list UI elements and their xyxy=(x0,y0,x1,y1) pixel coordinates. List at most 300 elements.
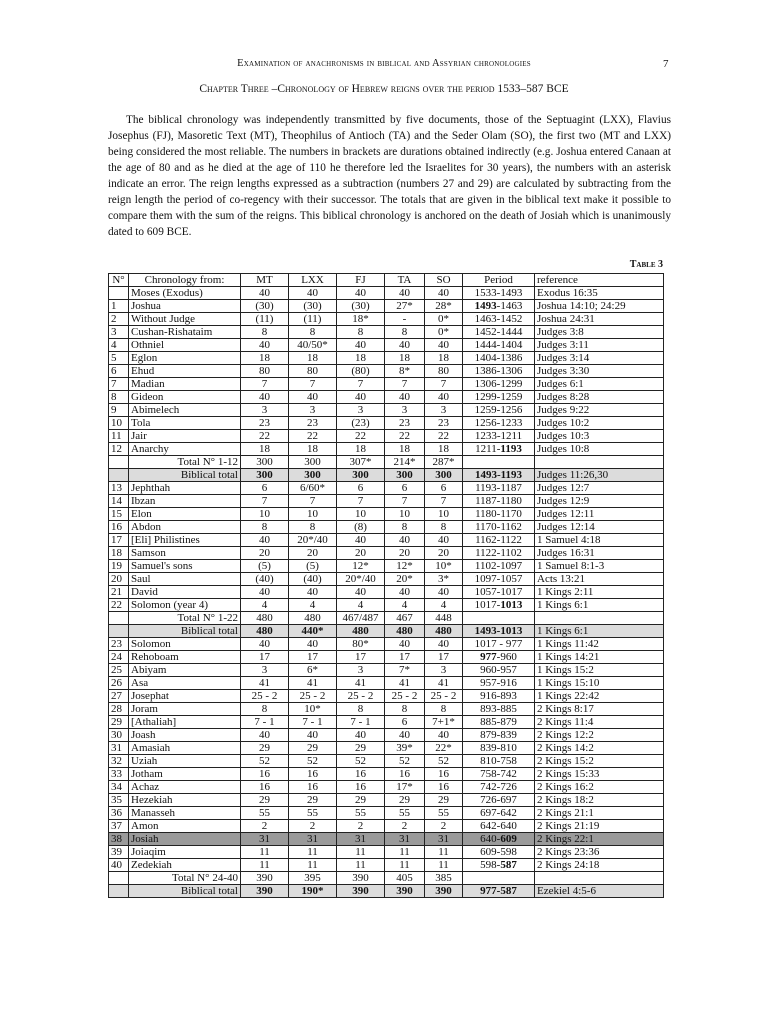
cell-reference: Judges 16:31 xyxy=(535,547,664,560)
cell-mt: 11 xyxy=(241,859,289,872)
cell-mt: 80 xyxy=(241,365,289,378)
cell-mt: 31 xyxy=(241,833,289,846)
cell-fj: 390 xyxy=(337,872,385,885)
cell-fj: 6 xyxy=(337,482,385,495)
cell-reference: 2 Kings 22:1 xyxy=(535,833,664,846)
cell-mt: 7 xyxy=(241,495,289,508)
total-row xyxy=(109,872,664,885)
period-end: 587 xyxy=(500,859,517,871)
cell-number xyxy=(109,469,129,482)
table-row xyxy=(109,352,664,365)
cell-mt: 22 xyxy=(241,430,289,443)
cell-so: 25 - 2 xyxy=(425,690,463,703)
cell-so: 287* xyxy=(425,456,463,469)
cell-so: 10* xyxy=(425,560,463,573)
period-start: 1386-1306 xyxy=(474,365,523,377)
cell-fj: 22 xyxy=(337,430,385,443)
cell-mt: 55 xyxy=(241,807,289,820)
cell-fj: 7 xyxy=(337,495,385,508)
cell-ta: 27* xyxy=(385,300,425,313)
cell-ta: 17 xyxy=(385,651,425,664)
cell-so: 40 xyxy=(425,391,463,404)
table-row xyxy=(109,560,664,573)
cell-mt: 11 xyxy=(241,846,289,859)
cell-number: 4 xyxy=(109,339,129,352)
cell-lxx: 440* xyxy=(289,625,337,638)
cell-period xyxy=(463,443,535,456)
cell-so: 3* xyxy=(425,573,463,586)
cell-lxx: 16 xyxy=(289,768,337,781)
cell-reference: Judges 3:14 xyxy=(535,352,664,365)
period-start: 957-916 xyxy=(480,677,517,689)
cell-chronology: Hezekiah xyxy=(129,794,241,807)
cell-lxx: 8 xyxy=(289,521,337,534)
cell-so: 385 xyxy=(425,872,463,885)
cell-chronology: Tola xyxy=(129,417,241,430)
cell-mt: (5) xyxy=(241,560,289,573)
cell-so: 11 xyxy=(425,846,463,859)
cell-fj: 18* xyxy=(337,313,385,326)
cell-total-label: Total N° 1-12 xyxy=(129,456,241,469)
cell-number: 29 xyxy=(109,716,129,729)
cell-mt: 40 xyxy=(241,339,289,352)
cell-reference: Judges 3:30 xyxy=(535,365,664,378)
cell-fj: 20 xyxy=(337,547,385,560)
period-end: -1463 xyxy=(496,300,523,312)
cell-period xyxy=(463,716,535,729)
cell-period xyxy=(463,729,535,742)
intro-paragraph: The biblical chronology was independently transmitted by five documents, those of the Septuagint (LXX), Flavius Josephus (FJ), Masoretic Text (MT), Theophilus of Antioch (TA) and the Seder Olam (SO), the first two (MT and LXX) being considered the most reliable. The numbers in brackets are durations obtained indirectly (e.g. Joshua entered Canaan at the age of 80 and as he died at the age of 110 he therefore led the Israelites for 30 years), the numbers with an asterisk indicate an error. The reign lengths expressed as a subtraction (numbers 27 and 29) are calculated by subtracting from the reign length the period of co-regency with their successor. The totals that are given in the biblical text make it possible to compare them with the sum of the reigns. This biblical chronology is anchored on the death of Josiah which is unanimously dated to 609 BCE. xyxy=(108,114,671,238)
table-row xyxy=(109,859,664,872)
cell-ta: 7 xyxy=(385,495,425,508)
cell-period xyxy=(463,664,535,677)
cell-reference: Judges 8:28 xyxy=(535,391,664,404)
cell-number xyxy=(109,612,129,625)
cell-lxx: 22 xyxy=(289,430,337,443)
period-start: 642-640 xyxy=(480,820,517,832)
cell-lxx: 40 xyxy=(289,391,337,404)
cell-so: 390 xyxy=(425,885,463,898)
table-row xyxy=(109,599,664,612)
cell-period xyxy=(463,781,535,794)
cell-mt: 390 xyxy=(241,885,289,898)
table-row xyxy=(109,638,664,651)
cell-number: 24 xyxy=(109,651,129,664)
table-row xyxy=(109,768,664,781)
cell-reference: 1 Kings 15:2 xyxy=(535,664,664,677)
cell-mt: 16 xyxy=(241,768,289,781)
cell-number: 30 xyxy=(109,729,129,742)
cell-ta: 39* xyxy=(385,742,425,755)
cell-chronology: Zedekiah xyxy=(129,859,241,872)
cell-ta: 40 xyxy=(385,391,425,404)
cell-number xyxy=(109,872,129,885)
table-row xyxy=(109,404,664,417)
cell-mt: (40) xyxy=(241,573,289,586)
cell-ta: 8 xyxy=(385,703,425,716)
cell-total-label: Total N° 1-22 xyxy=(129,612,241,625)
total-row xyxy=(109,456,664,469)
cell-number: 2 xyxy=(109,313,129,326)
period-start: 839-810 xyxy=(480,742,517,754)
table-row xyxy=(109,742,664,755)
cell-ta: 41 xyxy=(385,677,425,690)
cell-number: 40 xyxy=(109,859,129,872)
cell-so: 52 xyxy=(425,755,463,768)
cell-so: 0* xyxy=(425,313,463,326)
cell-so: 31 xyxy=(425,833,463,846)
table-header-row xyxy=(109,274,664,287)
table-row xyxy=(109,820,664,833)
cell-fj: 10 xyxy=(337,508,385,521)
cell-number: 37 xyxy=(109,820,129,833)
cell-number: 15 xyxy=(109,508,129,521)
cell-reference: 2 Kings 14:2 xyxy=(535,742,664,755)
cell-period xyxy=(463,469,535,482)
period-start: 1259-1256 xyxy=(474,404,523,416)
cell-fj: 55 xyxy=(337,807,385,820)
cell-number xyxy=(109,625,129,638)
cell-ta: 18 xyxy=(385,443,425,456)
cell-mt: 23 xyxy=(241,417,289,430)
cell-number: 38 xyxy=(109,833,129,846)
period-start: 977-587 xyxy=(480,885,517,897)
cell-reference: 2 Kings 21:1 xyxy=(535,807,664,820)
cell-so: 23 xyxy=(425,417,463,430)
cell-chronology: Joshua xyxy=(129,300,241,313)
cell-lxx: 80 xyxy=(289,365,337,378)
col-header-fj: FJ xyxy=(337,274,385,287)
cell-chronology: David xyxy=(129,586,241,599)
cell-reference: 2 Kings 15:2 xyxy=(535,755,664,768)
cell-ta: 3 xyxy=(385,404,425,417)
page-number: 7 xyxy=(663,58,669,70)
cell-period xyxy=(463,339,535,352)
cell-reference: Joshua 24:31 xyxy=(535,313,664,326)
cell-reference: 2 Kings 8:17 xyxy=(535,703,664,716)
cell-period xyxy=(463,755,535,768)
cell-so: 18 xyxy=(425,352,463,365)
cell-lxx: 29 xyxy=(289,742,337,755)
cell-chronology: Manasseh xyxy=(129,807,241,820)
cell-reference: Ezekiel 4:5-6 xyxy=(535,885,664,898)
cell-fj: 12* xyxy=(337,560,385,573)
cell-number: 19 xyxy=(109,560,129,573)
period-start: 879-839 xyxy=(480,729,517,741)
cell-fj: 18 xyxy=(337,352,385,365)
cell-mt: 7 - 1 xyxy=(241,716,289,729)
table-row xyxy=(109,378,664,391)
cell-fj: 16 xyxy=(337,781,385,794)
period-start: 1306-1299 xyxy=(474,378,523,390)
cell-period xyxy=(463,430,535,443)
table-row xyxy=(109,846,664,859)
cell-number xyxy=(109,287,129,300)
table-row xyxy=(109,495,664,508)
cell-ta: 405 xyxy=(385,872,425,885)
cell-ta: 11 xyxy=(385,859,425,872)
period-start: 758-742 xyxy=(480,768,517,780)
cell-period xyxy=(463,859,535,872)
cell-so: 3 xyxy=(425,664,463,677)
cell-ta: 55 xyxy=(385,807,425,820)
cell-number: 31 xyxy=(109,742,129,755)
col-header-reference: reference xyxy=(535,274,664,287)
period-end: -960 xyxy=(496,651,517,663)
col-header-mt: MT xyxy=(241,274,289,287)
cell-lxx: 23 xyxy=(289,417,337,430)
cell-so: 41 xyxy=(425,677,463,690)
period-start: 1533-1493 xyxy=(474,287,523,299)
cell-fj: 29 xyxy=(337,794,385,807)
cell-so: 55 xyxy=(425,807,463,820)
cell-ta: 29 xyxy=(385,794,425,807)
cell-fj: 300 xyxy=(337,469,385,482)
table-row xyxy=(109,716,664,729)
cell-ta: 12* xyxy=(385,560,425,573)
cell-ta: 214* xyxy=(385,456,425,469)
cell-period xyxy=(463,456,535,469)
cell-fj: 7 xyxy=(337,378,385,391)
cell-lxx: 31 xyxy=(289,833,337,846)
table-row xyxy=(109,339,664,352)
period-start: 1017 - 977 xyxy=(474,638,523,650)
period-start: 1170-1162 xyxy=(475,521,522,533)
cell-reference xyxy=(535,456,664,469)
cell-so: 40 xyxy=(425,586,463,599)
cell-reference: Exodus 16:35 xyxy=(535,287,664,300)
cell-total-label: Biblical total xyxy=(129,625,241,638)
col-header-number: N° xyxy=(109,274,129,287)
cell-period xyxy=(463,391,535,404)
cell-mt: 25 - 2 xyxy=(241,690,289,703)
cell-number: 9 xyxy=(109,404,129,417)
cell-lxx: 480 xyxy=(289,612,337,625)
cell-chronology: [Athaliah] xyxy=(129,716,241,729)
cell-number: 22 xyxy=(109,599,129,612)
period-end: 1013 xyxy=(500,599,523,611)
cell-period xyxy=(463,352,535,365)
col-header-lxx: LXX xyxy=(289,274,337,287)
cell-mt: 41 xyxy=(241,677,289,690)
cell-reference: Judges 12:14 xyxy=(535,521,664,534)
cell-chronology: Elon xyxy=(129,508,241,521)
cell-ta: 4 xyxy=(385,599,425,612)
period-start: 885-879 xyxy=(480,716,517,728)
period-start: 1404-1386 xyxy=(474,352,523,364)
cell-so: 17 xyxy=(425,651,463,664)
cell-so: 7 xyxy=(425,495,463,508)
cell-chronology: Rehoboam xyxy=(129,651,241,664)
cell-reference: 2 Kings 12:2 xyxy=(535,729,664,742)
cell-lxx: 190* xyxy=(289,885,337,898)
cell-period xyxy=(463,833,535,846)
table-row xyxy=(109,391,664,404)
cell-mt: 3 xyxy=(241,404,289,417)
cell-chronology: Abimelech xyxy=(129,404,241,417)
cell-ta: 7 xyxy=(385,378,425,391)
cell-fj: 11 xyxy=(337,846,385,859)
cell-fj: 40 xyxy=(337,534,385,547)
cell-number: 14 xyxy=(109,495,129,508)
cell-lxx: 25 - 2 xyxy=(289,690,337,703)
period-start: 1193-1187 xyxy=(475,482,522,494)
cell-chronology: Moses (Exodus) xyxy=(129,287,241,300)
cell-reference: 1 Kings 6:1 xyxy=(535,625,664,638)
cell-reference: 1 Kings 15:10 xyxy=(535,677,664,690)
cell-ta: 16 xyxy=(385,768,425,781)
cell-mt: 8 xyxy=(241,326,289,339)
period-start: 1162-1122 xyxy=(475,534,522,546)
cell-period xyxy=(463,287,535,300)
cell-chronology: Solomon (year 4) xyxy=(129,599,241,612)
cell-fj: 467/487 xyxy=(337,612,385,625)
cell-mt: 16 xyxy=(241,781,289,794)
period-start: 1452-1444 xyxy=(474,326,523,338)
cell-fj: 40 xyxy=(337,586,385,599)
cell-lxx: 4 xyxy=(289,599,337,612)
cell-mt: 18 xyxy=(241,352,289,365)
period-start: 1233-1211 xyxy=(474,430,523,442)
cell-fj: 29 xyxy=(337,742,385,755)
period-start: 916-893 xyxy=(480,690,517,702)
cell-reference: Judges 12:7 xyxy=(535,482,664,495)
cell-period xyxy=(463,820,535,833)
cell-period xyxy=(463,625,535,638)
cell-number: 36 xyxy=(109,807,129,820)
cell-lxx: 40 xyxy=(289,586,337,599)
period-start: 598- xyxy=(480,859,501,871)
table-row xyxy=(109,755,664,768)
period-start: 1493 xyxy=(474,300,497,312)
cell-ta: 2 xyxy=(385,820,425,833)
cell-ta: 7* xyxy=(385,664,425,677)
cell-mt: 29 xyxy=(241,742,289,755)
cell-reference: 1 Kings 14:21 xyxy=(535,651,664,664)
cell-mt: 300 xyxy=(241,456,289,469)
cell-reference: 1 Samuel 8:1-3 xyxy=(535,560,664,573)
cell-number: 3 xyxy=(109,326,129,339)
period-end: 1193 xyxy=(500,443,522,455)
cell-chronology: Samuel's sons xyxy=(129,560,241,573)
cell-chronology: Samson xyxy=(129,547,241,560)
cell-so: 16 xyxy=(425,781,463,794)
cell-reference xyxy=(535,612,664,625)
cell-chronology: Jephthah xyxy=(129,482,241,495)
cell-lxx: 18 xyxy=(289,443,337,456)
cell-period xyxy=(463,586,535,599)
table-row xyxy=(109,326,664,339)
cell-number: 26 xyxy=(109,677,129,690)
cell-fj: 40 xyxy=(337,287,385,300)
cell-fj: 25 - 2 xyxy=(337,690,385,703)
running-head: Examination of anachronisms in biblical and Assyrian chronologies xyxy=(237,58,531,69)
cell-period xyxy=(463,677,535,690)
cell-period xyxy=(463,573,535,586)
table-row xyxy=(109,781,664,794)
cell-reference: 2 Kings 11:4 xyxy=(535,716,664,729)
table-row xyxy=(109,534,664,547)
biblical-total-row xyxy=(109,469,664,482)
period-start: 1102-1097 xyxy=(474,560,523,572)
cell-chronology: Anarchy xyxy=(129,443,241,456)
cell-mt: 480 xyxy=(241,612,289,625)
cell-mt: 40 xyxy=(241,287,289,300)
cell-mt: 10 xyxy=(241,508,289,521)
cell-period xyxy=(463,794,535,807)
cell-fj: 307* xyxy=(337,456,385,469)
cell-chronology: Achaz xyxy=(129,781,241,794)
cell-lxx: 6* xyxy=(289,664,337,677)
cell-number xyxy=(109,456,129,469)
period-start: 1444-1404 xyxy=(474,339,523,351)
cell-mt: 40 xyxy=(241,391,289,404)
cell-chronology: Abiyam xyxy=(129,664,241,677)
cell-period xyxy=(463,651,535,664)
cell-reference: Joshua 14:10; 24:29 xyxy=(535,300,664,313)
cell-number: 20 xyxy=(109,573,129,586)
cell-ta: 467 xyxy=(385,612,425,625)
cell-so: 10 xyxy=(425,508,463,521)
cell-number: 17 xyxy=(109,534,129,547)
cell-reference: 1 Kings 11:42 xyxy=(535,638,664,651)
cell-period xyxy=(463,690,535,703)
cell-number: 7 xyxy=(109,378,129,391)
cell-so: 7+1* xyxy=(425,716,463,729)
cell-number: 1 xyxy=(109,300,129,313)
cell-ta: 40 xyxy=(385,729,425,742)
cell-mt: 2 xyxy=(241,820,289,833)
table-row xyxy=(109,443,664,456)
cell-so: 18 xyxy=(425,443,463,456)
period-start: 810-758 xyxy=(480,755,517,767)
cell-total-label: Total N° 24-40 xyxy=(129,872,241,885)
cell-ta: 22 xyxy=(385,430,425,443)
cell-lxx: 40 xyxy=(289,729,337,742)
cell-mt: 7 xyxy=(241,378,289,391)
cell-chronology: Joram xyxy=(129,703,241,716)
cell-ta: 480 xyxy=(385,625,425,638)
cell-lxx: 20*/40 xyxy=(289,534,337,547)
cell-lxx: 2 xyxy=(289,820,337,833)
cell-mt: 40 xyxy=(241,729,289,742)
cell-fj: 7 - 1 xyxy=(337,716,385,729)
cell-chronology: Uziah xyxy=(129,755,241,768)
cell-period xyxy=(463,534,535,547)
cell-period xyxy=(463,703,535,716)
cell-lxx: (40) xyxy=(289,573,337,586)
cell-chronology: Othniel xyxy=(129,339,241,352)
cell-chronology: Jotham xyxy=(129,768,241,781)
col-header-so: SO xyxy=(425,274,463,287)
period-start: 640- xyxy=(480,833,501,845)
cell-ta: 6 xyxy=(385,482,425,495)
cell-lxx: 20 xyxy=(289,547,337,560)
cell-period xyxy=(463,560,535,573)
cell-fj: 40 xyxy=(337,339,385,352)
cell-fj: 390 xyxy=(337,885,385,898)
period-start: 726-697 xyxy=(480,794,517,806)
cell-period xyxy=(463,768,535,781)
cell-so: 16 xyxy=(425,768,463,781)
cell-ta: - xyxy=(385,313,425,326)
cell-lxx: 7 xyxy=(289,378,337,391)
table-row xyxy=(109,300,664,313)
cell-so: 40 xyxy=(425,339,463,352)
cell-chronology: Amon xyxy=(129,820,241,833)
cell-lxx: 300 xyxy=(289,456,337,469)
period-start: 1122-1102 xyxy=(475,547,522,559)
